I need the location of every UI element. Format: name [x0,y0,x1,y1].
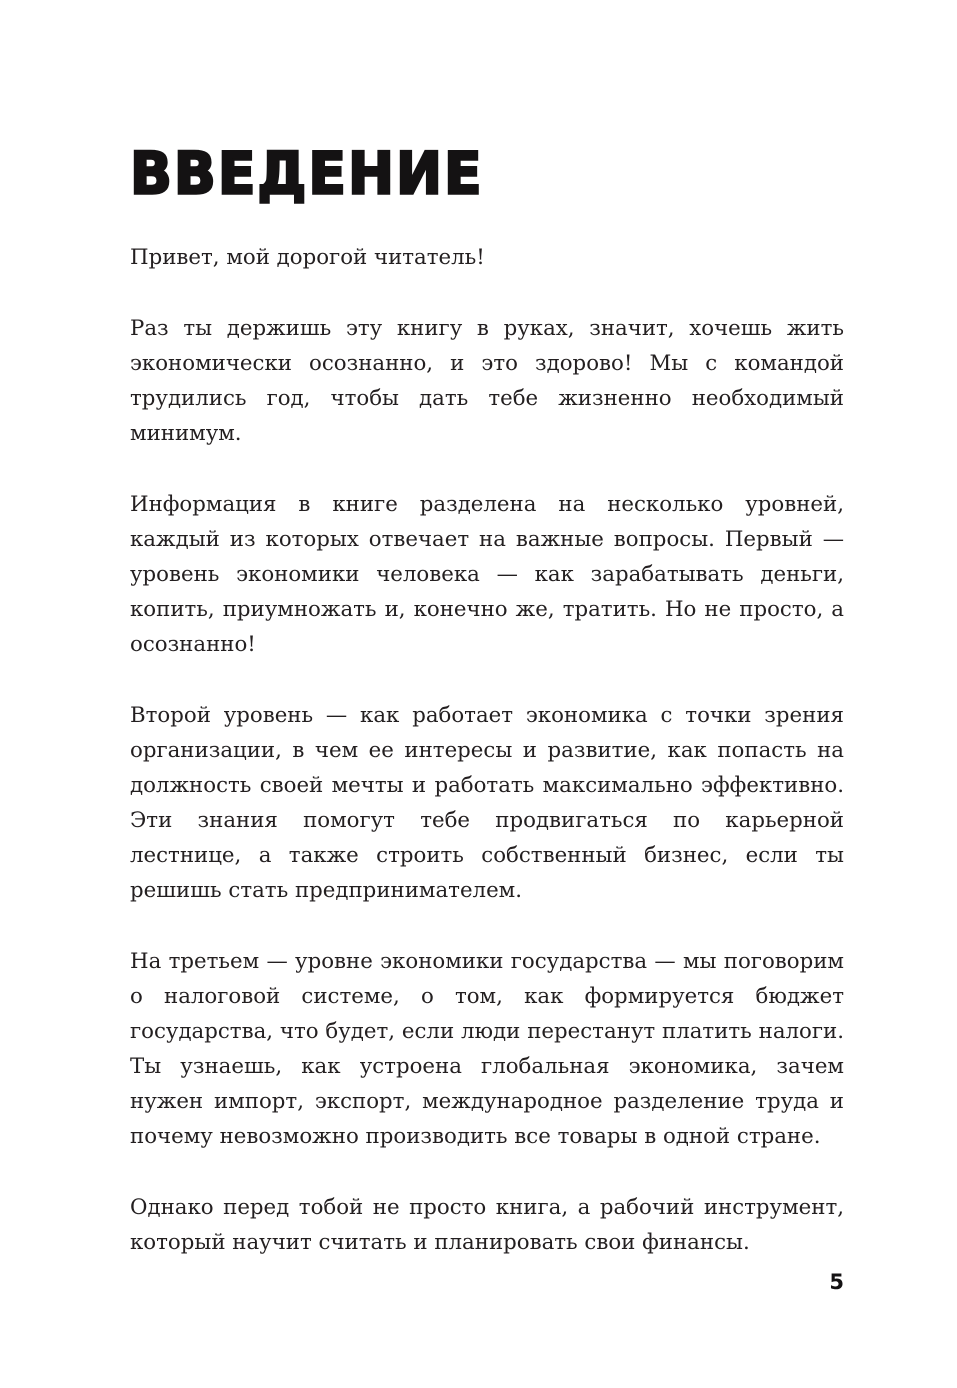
paragraph: Однако перед тобой не просто книга, а рабочий инструмент, который научит считать и планировать свои финансы. [130,1195,844,1255]
paragraph-greeting: Привет, мой дорогой читатель! [130,245,485,270]
paragraph: Второй уровень — как работает экономика с точки зрения организации, в чем ее интересы и развитие, как попасть на должность своей мечты и работать максимально эффективно. Эти знания помогут тебе продвигаться по карьерной лестнице, а также строить собственный бизнес, если ты решишь стать предпринимателем. [130,703,844,903]
paragraph: Информация в книге разделена на несколько уровней, каждый из которых отвечает на важные вопросы. Первый — уровень экономики человека — как зарабатывать деньги, копить, приумножать и, конечно же, тратить. Но не просто, а осознанно! [130,492,844,657]
chapter-title: ВВЕДЕНИЕ [130,140,484,208]
paragraph: Раз ты держишь эту книгу в руках, значит, хочешь жить экономически осознанно, и это здорово! Мы с командой трудились год, чтобы дать тебе жизненно необходимый минимум. [130,316,844,446]
page-number: 5 [829,1270,844,1294]
body-text [130,240,844,1296]
paragraph: На третьем — уровне экономики государства — мы поговорим о налоговой системе, о том, как формируется бюджет государства, что будет, если люди перестанут платить налоги. Ты узнаешь, как устроена глобальная экономика, зачем нужен импорт, экспорт, международное разделение труда и почему невозможно производить все товары в одной стране. [130,949,844,1149]
book-page [130,0,844,1388]
